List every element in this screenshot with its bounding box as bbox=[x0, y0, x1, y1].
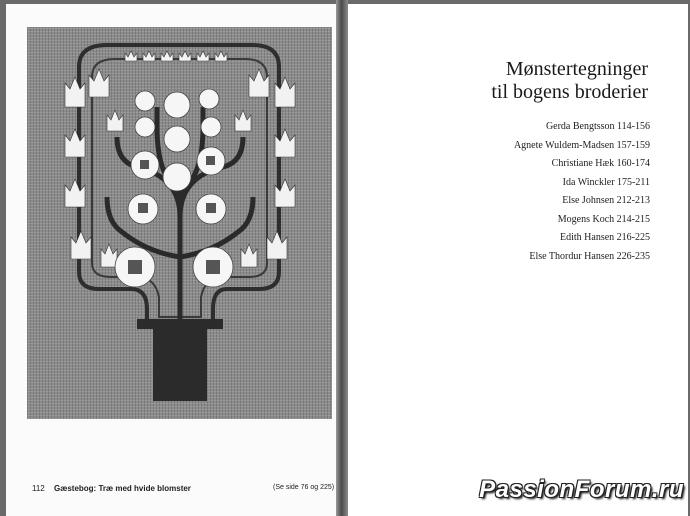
watermark: PassionForum.ru bbox=[479, 476, 684, 503]
contributor-list bbox=[514, 118, 650, 266]
contributor-entry: Mogens Koch 214-215 bbox=[557, 213, 650, 225]
caption-page-number: 112 bbox=[32, 484, 45, 493]
contributor-entry: Else Thordur Hansen 226-235 bbox=[529, 250, 650, 262]
contributor-entry: Edith Hansen 216-225 bbox=[560, 232, 650, 243]
embroidery-photo bbox=[27, 27, 332, 419]
contributor-entry: Christiane Hæk 160-174 bbox=[551, 158, 650, 169]
heading-line-1: Mønstertegninger bbox=[505, 58, 648, 80]
contributor-entry: Gerda Bengtsson 114-156 bbox=[545, 121, 650, 132]
caption-title: Gæstebog: Træ med hvide blomster bbox=[54, 484, 191, 493]
contributor-entry: Else Johnsen 212-213 bbox=[562, 195, 650, 206]
page-heading bbox=[491, 58, 648, 104]
caption-reference: (Se side 76 og 225) bbox=[273, 484, 335, 491]
book-gutter bbox=[336, 0, 348, 516]
contributor-entry: Ida Winckler 175-211 bbox=[562, 176, 650, 188]
tree-embroidery-illustration bbox=[27, 27, 332, 419]
contributor-entry: Agnete Wuldem-Madsen 157-159 bbox=[513, 139, 650, 151]
heading-line-2: til bogens broderier bbox=[491, 81, 648, 103]
